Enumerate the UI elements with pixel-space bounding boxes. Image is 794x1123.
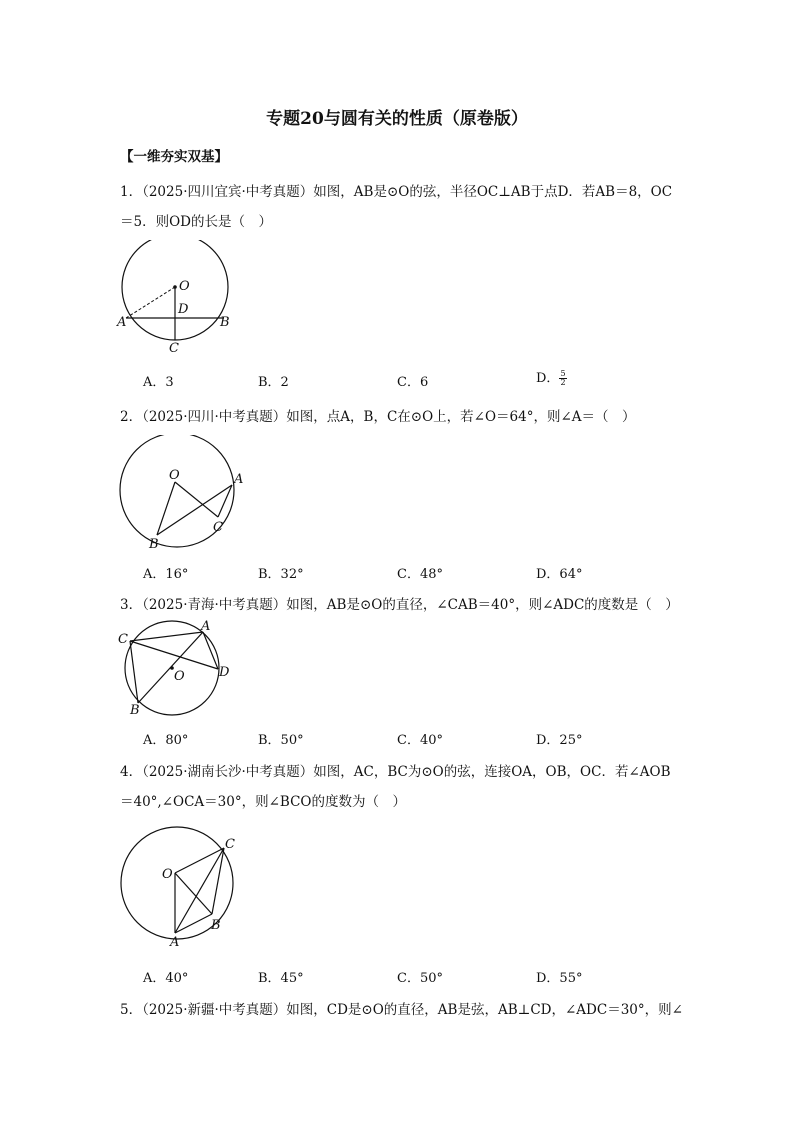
label-o: O [162, 867, 173, 882]
segment-ob [157, 482, 175, 535]
segment-oc [175, 482, 218, 517]
q1-option-b[interactable]: B．2 [258, 375, 289, 390]
q1-option-c[interactable]: C．6 [397, 375, 429, 390]
fraction-denominator: 2 [560, 378, 566, 387]
fraction [559, 370, 566, 387]
center-dot [173, 285, 177, 289]
q3-option-d[interactable]: D．25° [536, 733, 583, 748]
question-3-text: 3．（2025·青海·中考真题）如图，AB是⊙O的直径，∠CAB＝40°，则∠ADC的度数是（ ） [120, 597, 679, 613]
section-heading: 【一维夯实双基】 [120, 149, 228, 165]
question-5-text: 5．（2025·新疆·中考真题）如图，CD是⊙O的直径，AB是弦，AB⊥CD，∠ADC＝30°，则∠ [120, 1002, 683, 1018]
page-title: 专题20与圆有关的性质（原卷版） [266, 109, 528, 129]
q1-option-d-label: D． [536, 371, 560, 386]
label-d: D [178, 302, 189, 317]
label-a: A [170, 935, 180, 950]
label-a: A [234, 472, 244, 487]
label-o: O [174, 669, 185, 684]
q1-option-a[interactable]: A．3 [143, 375, 174, 390]
q3-option-a[interactable]: A．80° [143, 733, 189, 748]
q2-option-c[interactable]: C．48° [397, 567, 443, 582]
label-o: O [179, 279, 190, 294]
q4-option-b[interactable]: B．45° [258, 971, 304, 986]
q2-option-a[interactable]: A．16° [143, 567, 189, 582]
question-2-figure [112, 435, 252, 555]
q4-option-c[interactable]: C．50° [397, 971, 443, 986]
label-b: B [149, 537, 159, 552]
question-3-figure [114, 618, 239, 720]
fraction-numerator: 5 [560, 369, 566, 378]
q1-option-d[interactable] [536, 367, 567, 387]
label-o: O [169, 468, 180, 483]
label-b: B [211, 918, 221, 933]
question-4-figure [112, 826, 252, 950]
question-4-text: 4．（2025·湖南长沙·中考真题）如图，AC，BC为⊙O的弦，连接OA，OB，OC．若∠AOB [120, 764, 671, 780]
label-a: A [201, 619, 211, 634]
label-b: B [220, 315, 230, 330]
q3-option-c[interactable]: C．40° [397, 733, 443, 748]
q2-option-b[interactable]: B．32° [258, 567, 304, 582]
label-c: C [225, 837, 235, 852]
label-c: C [169, 341, 179, 356]
question-1-text: 1．（2025·四川宜宾·中考真题）如图，AB是⊙O的弦，半径OC⊥AB于点D．若AB＝8，OC [120, 184, 673, 200]
label-c: C [118, 632, 128, 647]
question-2-text: 2．（2025·四川·中考真题）如图，点A，B，C在⊙O上，若∠O＝64°，则∠A＝（ ） [120, 409, 636, 425]
q4-option-d[interactable]: D．55° [536, 971, 583, 986]
segment-cd [130, 641, 218, 669]
label-c: C [213, 520, 223, 535]
question-1-text-cont: ＝5．则OD的长是（ ） [120, 214, 272, 230]
question-4-text-cont: ＝40°,∠OCA＝30°，则∠BCO的度数为（ ） [120, 794, 406, 810]
dashed-oa [126, 287, 175, 318]
q2-option-d[interactable]: D．64° [536, 567, 583, 582]
q3-option-b[interactable]: B．50° [258, 733, 304, 748]
q4-option-a[interactable]: A．40° [143, 971, 189, 986]
question-1-figure [115, 240, 245, 360]
segment-cb [130, 641, 138, 703]
label-b: B [130, 703, 140, 718]
label-d: D [219, 665, 230, 680]
label-a: A [117, 315, 127, 330]
